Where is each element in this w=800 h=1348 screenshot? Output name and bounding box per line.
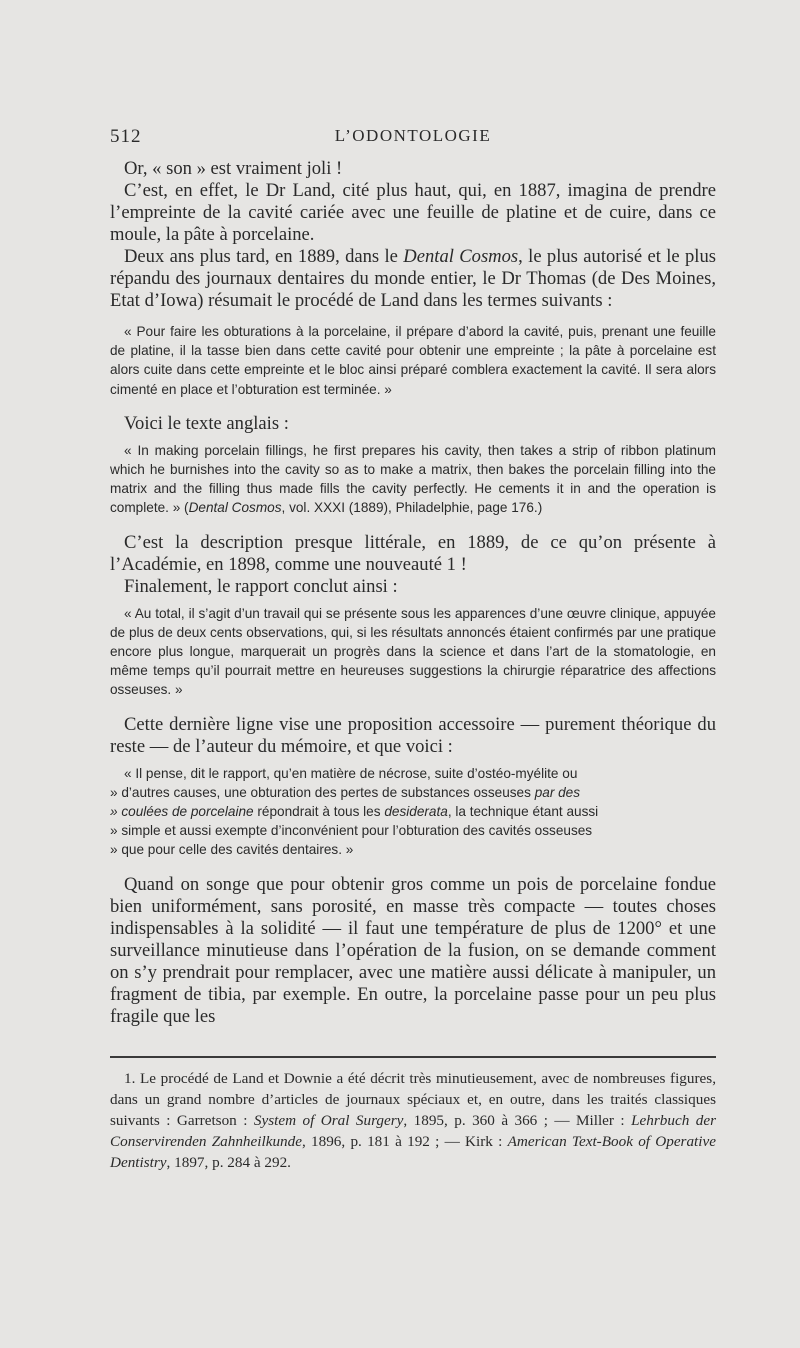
footnote-rule: [110, 1056, 716, 1058]
quotation: « In making porcelain fillings, he first prepares his cavity, then takes a strip of ribbon platinum which he burnishes into the cavity so as to make a matrix, then bakes the porcelain filling into the matrix and the filling thus made fills the cavity perfectly. He cements it in and the operation is complete. » (Dental Cosmos, vol. XXXI (1889), Philadelphie, page 176.): [110, 442, 716, 516]
paragraph: Cette dernière ligne vise une proposition accessoire — purement théorique du reste — de l’auteur du mémoire, et que voici :: [110, 713, 716, 757]
paragraph: Or, « son » est vraiment joli !: [124, 158, 343, 179]
quotation: « Pour faire les obturations à la porcelaine, il prépare d’abord la cavité, puis, prenant une feuille de platine, il la tasse bien dans cette cavité pour obtenir une empreinte ; la pâte à porcelaine est alors cuite dans cette empreinte et le bloc ainsi préparé comblera exactement la cavité. Il sera alors cimenté en place et l’obturation est terminée. »: [110, 324, 716, 397]
paragraph: C’est la description presque littérale, en 1889, de ce qu’on présente à l’Académie, en 1898, comme une nouveauté 1 !: [110, 531, 716, 575]
footnote: 1. Le procédé de Land et Downie a été décrit très minutieusement, avec de nombreuses figures, dans un grand nombre d’articles de journaux spéciaux et, en outre, dans les traités classiques suivants : Garretson : System of Oral Surgery, 1895, p. 360 à 366 ; — Miller : Lehrbuch der Conservirenden Zahnheilkunde, 1896, p. 181 à 192 ; — Kirk : American Text-Book of Operative Dentistry, 1897, p. 284 à 292.: [110, 1070, 716, 1171]
page-number: 512: [110, 126, 142, 147]
paragraph: Quand on songe que pour obtenir gros comme un pois de porcelaine fondue bien uniformément, sans porosité, en masse très compacte — toutes choses indispensables à la solidité — il faut une température de plus de 1200° et une surveillance minutieuse dans l’opération de la fusion, on se demande comment on s’y prendrait pour remplacer, avec une matière aussi délicate à manipuler, un fragment de tibia, par exemple. En outre, la porcelaine passe pour un peu plus fragile que les: [110, 873, 716, 1027]
journal-title: Dental Cosmos: [188, 500, 282, 516]
journal-title: Dental Cosmos: [403, 246, 519, 267]
main-text: [110, 158, 716, 1028]
paragraph: C’est, en effet, le Dr Land, cité plus haut, qui, en 1887, imagina de prendre l’empreinte de la cavité cariée avec une feuille de platine et de cuire, dans ce moule, la pâte à porcelaine.: [110, 180, 716, 245]
running-title: L’ODONTOLOGIE: [334, 126, 492, 145]
paragraph: Finalement, le rapport conclut ainsi :: [124, 575, 398, 597]
quotation: « Au total, il s’agit d’un travail qui se présente sous les apparences d’une œuvre clinique, appuyée de plus de deux cents observations, qui, si les résultats annoncés étaient confirmés par une pratique encore plus longue, marquerait un progrès dans la science et dans l’art de la stomatologie, en même temps qu’il pourrait mettre en heureuses suggestions la chirurgie réparatrice des affections osseuses. »: [110, 605, 716, 698]
paragraph: Voici le texte anglais :: [124, 412, 289, 434]
quotation: « Il pense, dit le rapport, qu’en matière de nécrose, suite d’ostéo-myélite ou » d’autres causes, une obturation des pertes de substances osseuses par des » coulées de porcelaine répondrait à tous les desiderata, la technique étant aussi » simple et aussi exempte d’inconvénient pour l’obturation des cavités osseuses » que pour celle des cavités dentaires. »: [110, 765, 599, 858]
paragraph: Deux ans plus tard, en 1889, dans le Dental Cosmos, le plus autorisé et le plus répandu des journaux dentaires du monde entier, le Dr Thomas (de Des Moines, Etat d’Iowa) résumait le procédé de Land dans les termes suivants :: [110, 246, 717, 311]
running-header: [110, 126, 716, 150]
